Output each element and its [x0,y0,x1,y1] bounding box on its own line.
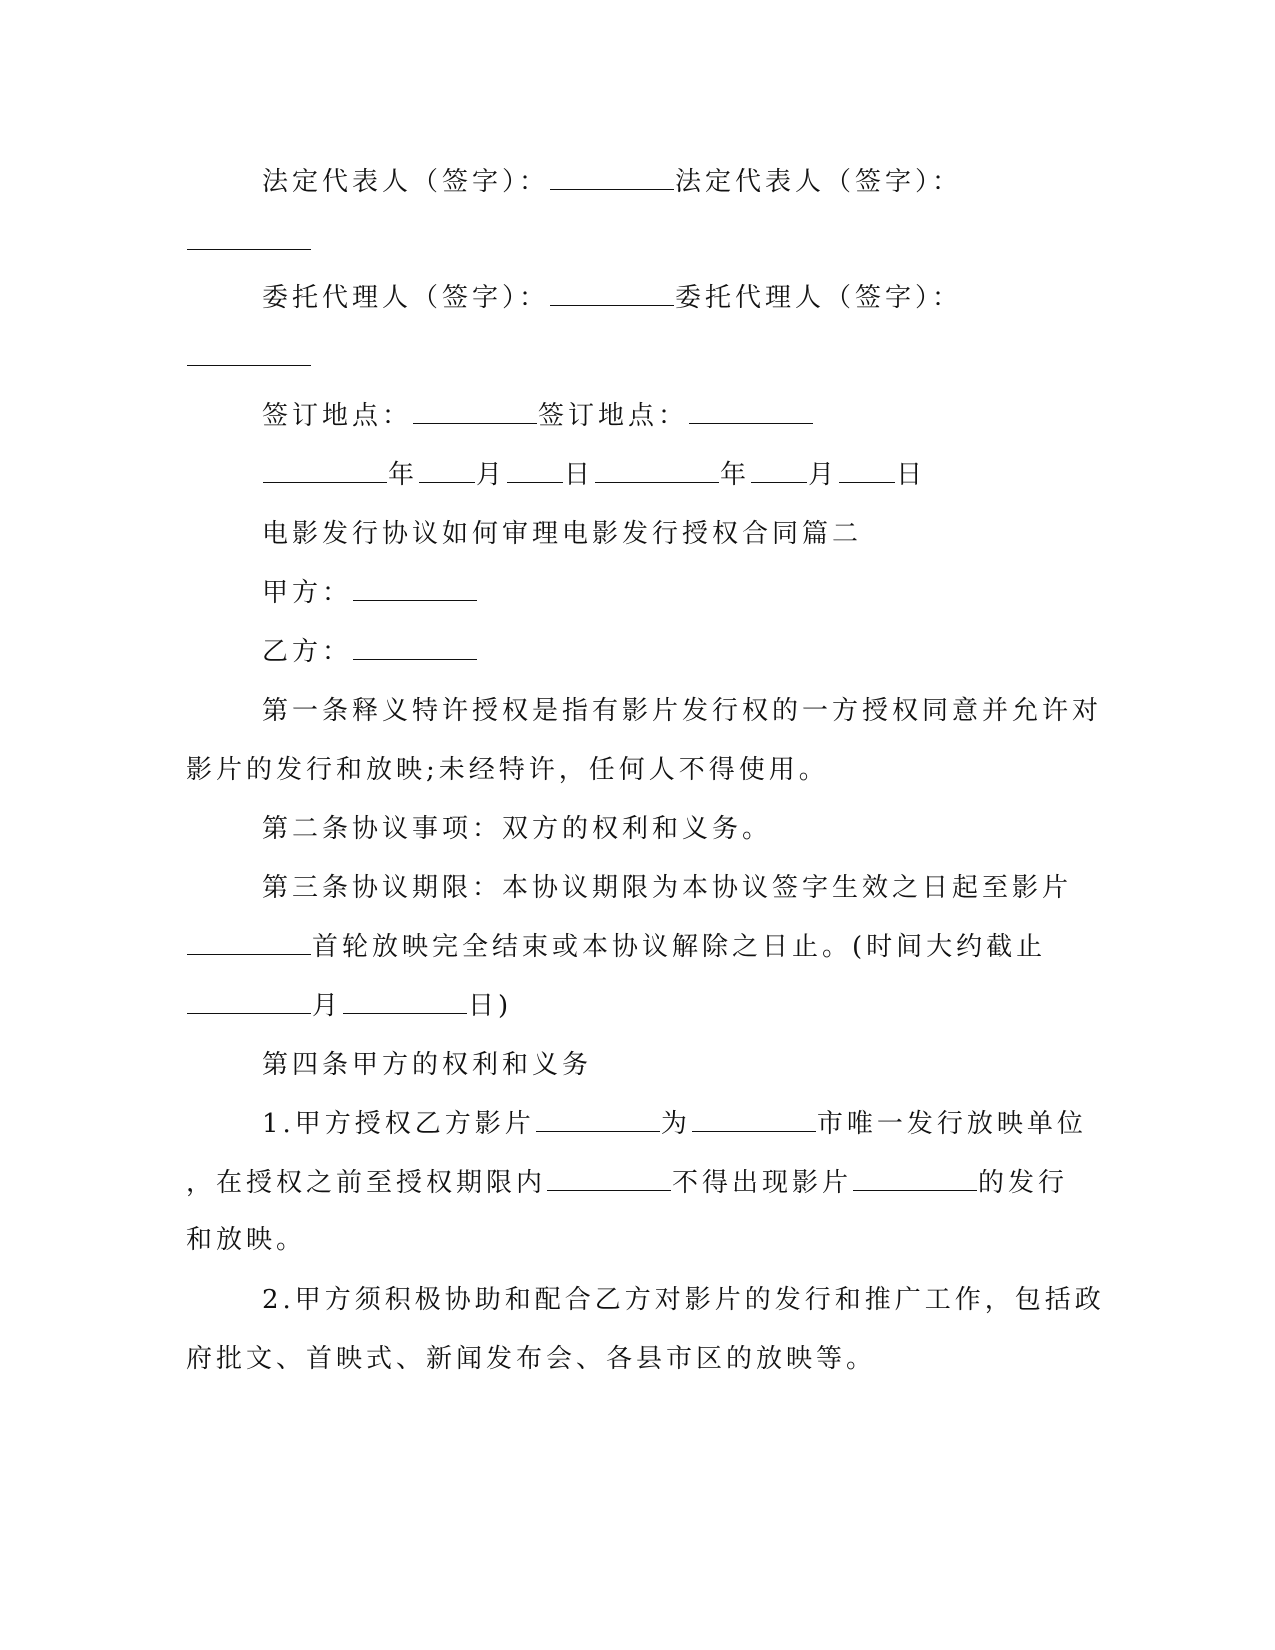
year-label: 年 [720,460,751,490]
agent-signature-line-cont [186,340,1086,376]
signature-blank [550,285,674,306]
party-a-label: 甲方： [262,578,353,608]
legal-rep-signature-line-cont [186,224,1086,260]
article-3-line-1: 第三条协议期限：本协议期限为本协议签字生效之日起至影片 [262,873,1073,903]
item-1-text-f: 的发行 [978,1168,1069,1198]
article-4-title: 第四条甲方的权利和义务 [262,1050,593,1080]
film-name-blank [853,1170,977,1191]
item-1-text-a: 1.甲方授权乙方影片 [262,1109,535,1139]
legal-rep-signature-line [262,164,1162,200]
agent-signature-line [262,280,1162,316]
item-1-line-3: 和放映。 [186,1225,307,1255]
day-label: 日) [468,991,513,1021]
day-blank [507,462,563,483]
article-3-text: 首轮放映完全结束或本协议解除之日止。(时间大约截止 [312,932,1047,962]
signature-blank [187,229,311,250]
article-1-line-2: 影片的发行和放映;未经特许，任何人不得使用。 [186,755,829,785]
month-blank [419,462,475,483]
item-1-line-2 [186,1165,1086,1201]
legal-rep-label-b: 法定代表人（签字）： [675,167,963,197]
section-title: 电影发行协议如何审理电影发行授权合同篇二 [262,519,863,549]
day-blank [839,462,895,483]
agent-label-b: 委托代理人（签字）： [675,283,963,313]
year-blank [595,462,719,483]
signature-blank [550,169,674,190]
item-1-text-d: ，在授权之前至授权期限内 [186,1168,547,1198]
year-label: 年 [388,460,419,490]
month-label: 月 [808,460,839,490]
article-3-line-3 [186,988,1086,1024]
article-1-line-1: 第一条释义特许授权是指有影片发行权的一方授权同意并允许对 [262,696,1103,726]
region-blank [547,1170,671,1191]
signing-place-label-a: 签订地点： [262,401,413,431]
party-a-line [262,575,1162,611]
film-name-blank [536,1111,660,1132]
item-1-text-e: 不得出现影片 [672,1168,853,1198]
item-2-line-1: 2.甲方须积极协助和配合乙方对影片的发行和推广工作，包括政 [262,1285,1105,1315]
year-blank [263,462,387,483]
signing-place-label-b: 签订地点： [538,401,689,431]
month-label: 月 [476,460,507,490]
signing-place-line [262,398,1162,434]
day-label: 日 [896,460,927,490]
legal-rep-label-a: 法定代表人（签字）： [262,167,550,197]
month-label: 月 [312,991,343,1021]
item-2-line-2: 府批文、首映式、新闻发布会、各县市区的放映等。 [186,1344,877,1374]
article-2: 第二条协议事项：双方的权利和义务。 [262,814,773,844]
item-1-text-b: 为 [660,1109,691,1139]
item-1-line-1 [262,1106,1162,1142]
item-1-text-c: 市唯一发行放映单位 [816,1109,1087,1139]
month-blank [187,993,311,1014]
signing-date-line [262,457,1162,493]
day-blank [343,993,467,1014]
place-blank [413,403,537,424]
party-b-label: 乙方： [262,637,353,667]
city-blank [692,1111,816,1132]
signature-blank [187,345,311,366]
party-a-blank [353,580,477,601]
month-blank [751,462,807,483]
film-blank [187,934,311,955]
party-b-line [262,634,1162,670]
party-b-blank [353,639,477,660]
agent-label-a: 委托代理人（签字）： [262,283,550,313]
day-label: 日 [564,460,595,490]
article-3-line-2 [186,929,1086,965]
place-blank [689,403,813,424]
